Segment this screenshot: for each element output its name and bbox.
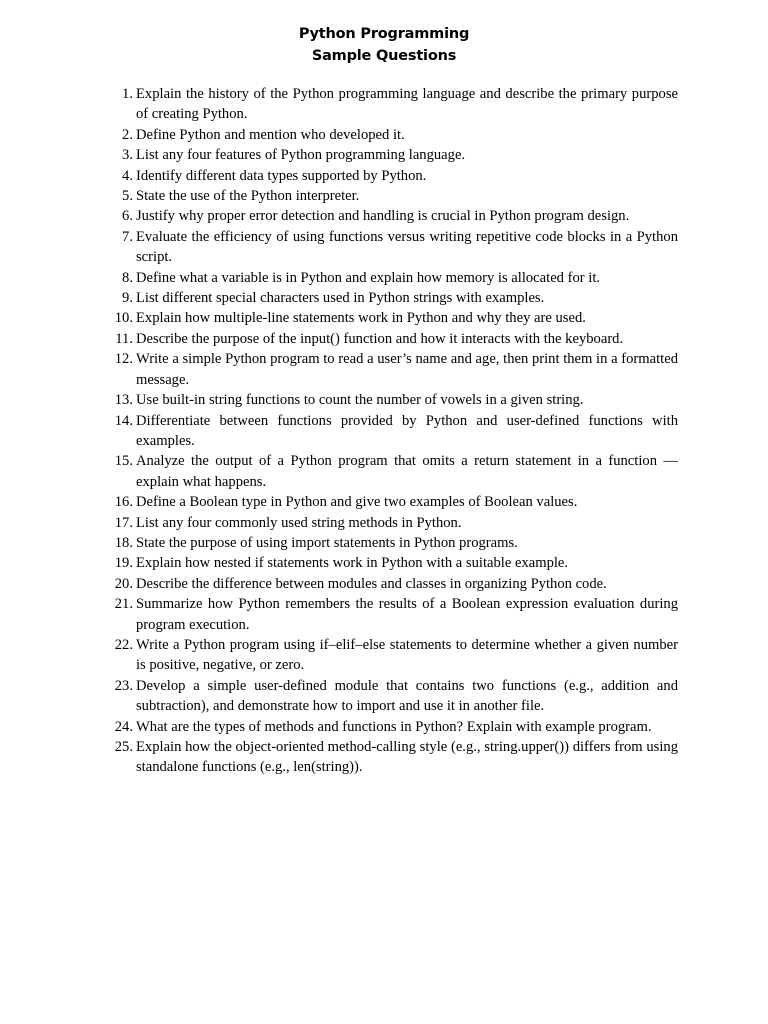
- question-item: [108, 676, 678, 717]
- question-item: [108, 288, 678, 308]
- question-item: [108, 268, 678, 288]
- question-item: [108, 492, 678, 512]
- question-text: Explain the history of the Python programming language and describe the primary purpose of creating Python.: [136, 86, 678, 123]
- question-number: 19.: [114, 555, 133, 572]
- question-text: Describe the purpose of the input() function and how it interacts with the keyboard.: [136, 330, 624, 347]
- question-number: 7.: [122, 228, 133, 245]
- question-number: 16.: [114, 494, 133, 511]
- question-number: 20.: [114, 575, 133, 592]
- question-number: 8.: [122, 269, 133, 286]
- document-title: Python Programming: [298, 26, 470, 42]
- question-number: 22.: [114, 636, 133, 653]
- question-item: [108, 533, 678, 553]
- question-number: 2.: [122, 126, 133, 143]
- question-text: Explain how the object-oriented method-calling style (e.g., string.upper()) differs from using standalone functions (e.g., len(string)).: [136, 739, 678, 776]
- question-item: [108, 349, 678, 390]
- question-text: Differentiate between functions provided by Python and user-defined functions with examples.: [136, 412, 678, 449]
- question-text: Write a simple Python program to read a user’s name and age, then print them in a formatted message.: [136, 351, 678, 388]
- question-number: 4.: [122, 167, 133, 184]
- question-text: Describe the difference between modules and classes in organizing Python code.: [136, 575, 607, 592]
- question-text: State the use of the Python interpreter.: [136, 188, 360, 205]
- question-item: [108, 451, 678, 492]
- question-item: [108, 166, 678, 186]
- question-text: List different special characters used in Python strings with examples.: [136, 290, 545, 307]
- question-text: Develop a simple user-defined module that contains two functions (e.g., addition and subtraction), and demonstrate how to import and use it in another file.: [136, 677, 678, 715]
- question-number: 10.: [114, 310, 133, 327]
- question-text: Explain how multiple-line statements work in Python and why they are used.: [136, 310, 586, 327]
- question-number: 14.: [114, 412, 133, 429]
- document-subtitle: Sample Questions: [311, 47, 457, 64]
- question-text: What are the types of methods and functions in Python? Explain with example program.: [136, 718, 652, 735]
- question-item: [108, 594, 678, 635]
- question-text: Define a Boolean type in Python and give two examples of Boolean values.: [136, 494, 578, 511]
- question-item: [108, 329, 678, 349]
- question-item: [108, 308, 678, 328]
- question-text: State the purpose of using import statements in Python programs.: [136, 534, 518, 551]
- question-text: Summarize how Python remembers the results of a Boolean expression evaluation during program execution.: [136, 596, 678, 633]
- question-item: [108, 717, 678, 737]
- question-text: Define what a variable is in Python and explain how memory is allocated for it.: [136, 269, 601, 286]
- question-number: 15.: [114, 453, 133, 470]
- question-number: 11.: [115, 330, 133, 347]
- question-item: [108, 186, 678, 206]
- question-number: 18.: [114, 534, 133, 551]
- question-text: List any four commonly used string methods in Python.: [136, 514, 462, 531]
- question-number: 1.: [122, 86, 133, 102]
- question-item: [108, 574, 678, 594]
- question-item: [108, 513, 678, 533]
- question-text: Write a Python program using if–elif–else statements to determine whether a given number is positive, negative, or zero.: [136, 636, 678, 674]
- question-number: 17.: [114, 514, 133, 531]
- question-item: [108, 145, 678, 165]
- question-text: Use built-in string functions to count the number of vowels in a given string.: [136, 392, 584, 409]
- question-text: Explain how nested if statements work in Python with a suitable example.: [136, 555, 569, 572]
- question-number: 6.: [122, 208, 133, 225]
- question-item: [108, 227, 678, 268]
- question-text: Analyze the output of a Python program that omits a return statement in a function — explain what happens.: [136, 453, 678, 490]
- question-list: [108, 84, 678, 778]
- question-number: 23.: [114, 677, 133, 694]
- question-number: 24.: [114, 718, 133, 735]
- question-item: [108, 206, 678, 226]
- question-number: 12.: [114, 351, 133, 368]
- question-item: [108, 411, 678, 452]
- question-number: 25.: [114, 739, 133, 755]
- title-block: [0, 24, 768, 67]
- question-text: Justify why proper error detection and handling is crucial in Python program design.: [136, 208, 630, 225]
- question-text: Define Python and mention who developed it.: [136, 126, 405, 143]
- question-item: [108, 635, 678, 676]
- question-text: List any four features of Python programming language.: [136, 147, 466, 164]
- question-number: 13.: [114, 392, 133, 409]
- question-number: 3.: [122, 147, 133, 164]
- question-text: Identify different data types supported by Python.: [136, 167, 427, 184]
- question-item: [108, 390, 678, 410]
- question-item: [108, 553, 678, 573]
- question-number: 21.: [114, 596, 133, 613]
- question-number: 5.: [122, 188, 133, 205]
- question-item: [108, 125, 678, 145]
- question-text: Evaluate the efficiency of using functions versus writing repetitive code blocks in a Python script.: [136, 228, 678, 266]
- question-item: [108, 737, 678, 778]
- question-item: [108, 84, 678, 125]
- question-number: 9.: [122, 290, 133, 307]
